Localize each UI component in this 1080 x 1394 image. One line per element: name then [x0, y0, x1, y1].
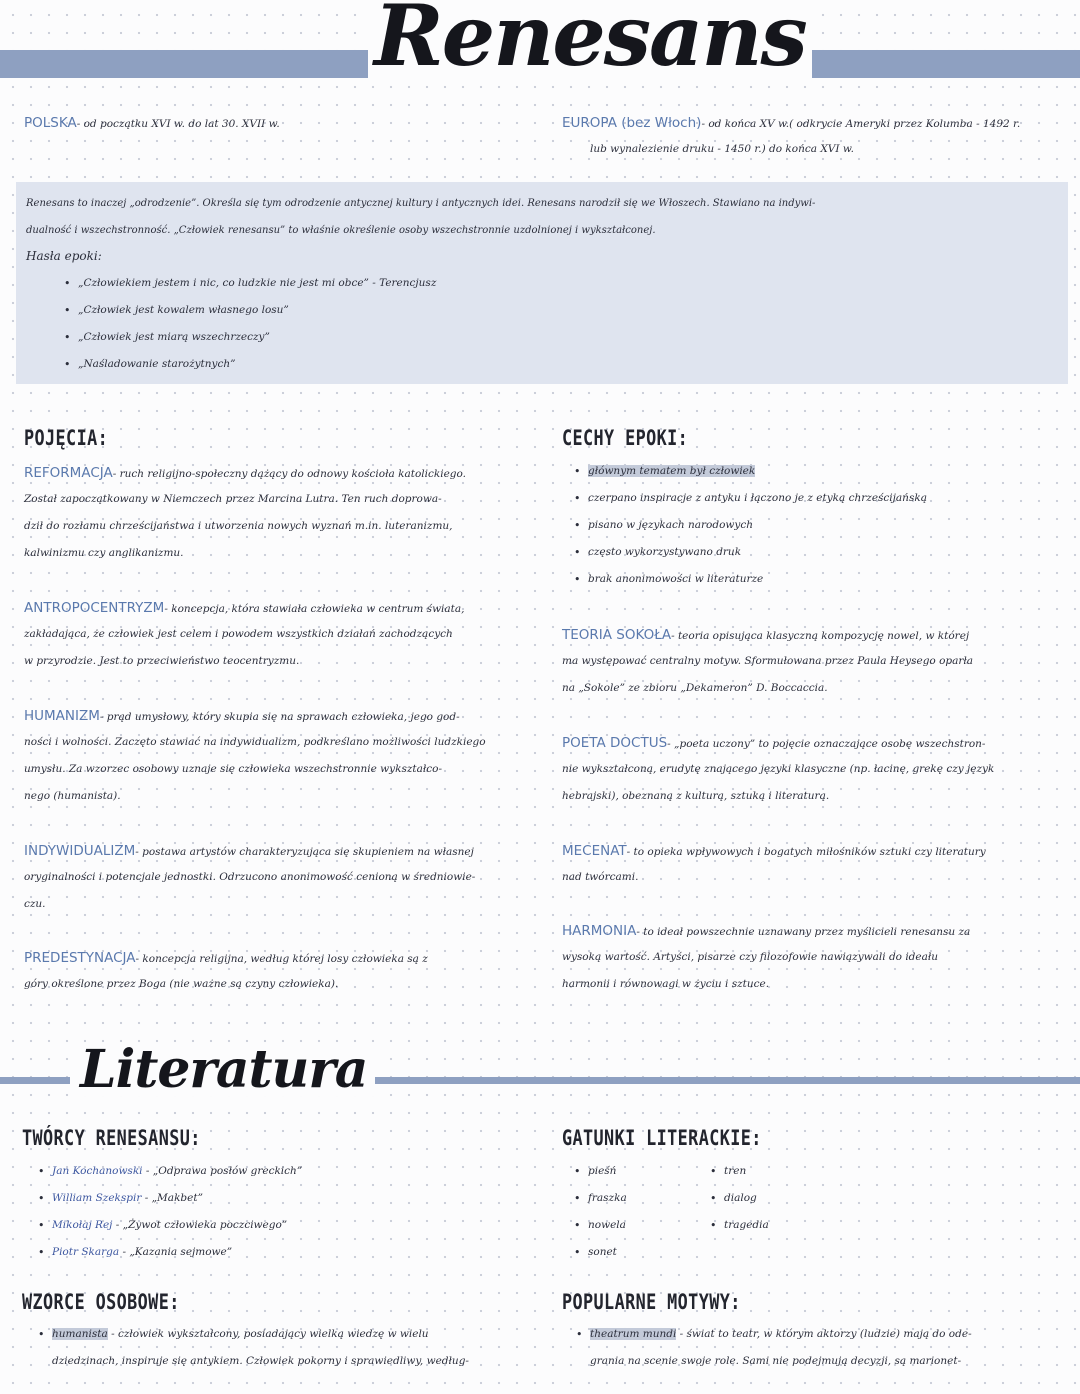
- tworca-item: [38, 1239, 302, 1266]
- indywidualizm-line-2: oryginalności i potencjale jednostki. Odrzucono anonimowość cenioną w średniowie-: [24, 871, 476, 883]
- predestynacja-line-2: góry określone przez Boga (nie ważne są czyny człowieka).: [24, 978, 339, 990]
- tworca-item: [38, 1212, 302, 1239]
- cechy-item: [574, 458, 927, 485]
- gatunek-item: • tren: [710, 1158, 769, 1185]
- predestynacja-label: PREDESTYNACJA: [24, 950, 136, 966]
- motywy-heading: POPULARNE MOTYWY:: [562, 1290, 741, 1314]
- literatura-band-right: [318, 1077, 1080, 1084]
- antropocentryzm-text: - koncepcja, która stawiała człowieka w centrum świata,: [164, 603, 465, 615]
- mecenat-text: - to opieka wpływowych i bogatych miłośników sztuki czy literatury: [626, 846, 986, 858]
- tworca-work: - „Żywot człowieka poczciwego”: [115, 1219, 288, 1231]
- gatunek-item: • dialog: [710, 1185, 769, 1212]
- indywidualizm-text: - postawa artystów charakteryzująca się skupieniem na własnej: [135, 846, 474, 858]
- teoria-text: - teoria opisująca klasyczną kompozycję nowel, w której: [671, 630, 970, 642]
- gatunki-col2: [710, 1158, 769, 1239]
- harmonia-line-2: wysoką wartość. Artyści, pisarze czy filozofowie nawiązywali do ideału: [562, 951, 939, 963]
- motyw-item: [576, 1321, 972, 1348]
- cechy-heading: CECHY EPOKI:: [562, 426, 689, 450]
- tworca-name: Mikołaj Rej: [52, 1219, 113, 1231]
- haslo-item: • „Naśladowanie starożytnych”: [64, 351, 436, 378]
- predestynacja-line-1: [24, 943, 428, 973]
- humanizm-line-1: [24, 701, 460, 731]
- teoria-line-2: ma występować centralny motyw. Sformułowana przez Paula Heysego oparła: [562, 655, 974, 667]
- gatunek-item: • tragedia: [710, 1212, 769, 1239]
- tworca-work: - „Makbet”: [144, 1192, 203, 1204]
- gatunek-item: • fraszka: [574, 1185, 627, 1212]
- antropocentryzm-line-3: w przyrodzie. Jest to przeciwieństwo teocentryzmu.: [24, 655, 300, 667]
- wzorzec-text: - człowiek wykształcony, posiadający wielką wiedzę w wielu: [111, 1328, 429, 1340]
- europa-text-1: - od końca XV w.( odkrycie Ameryki przez Kolumba - 1492 r.: [701, 118, 1021, 130]
- reformacja-line-4: kalwinizmu czy anglikanizmu.: [24, 547, 184, 559]
- tworca-name: Jan Kochanowski: [52, 1165, 143, 1177]
- timeline-europa: [562, 108, 1020, 138]
- antropocentryzm-line-1: [24, 593, 465, 623]
- cechy-item: • czerpano inspiracje z antyku i łączono je z etyką chrześcijańską: [574, 485, 927, 512]
- timeline-polska: [24, 108, 280, 138]
- predestynacja-text: - koncepcja religijna, według której losy człowieka są z: [135, 953, 428, 965]
- gatunek-item: • nowela: [574, 1212, 627, 1239]
- harmonia-label: HARMONIA: [562, 923, 637, 939]
- motywy-list: [576, 1321, 972, 1348]
- hasla-list: [64, 270, 436, 378]
- intro-line-2: dualność i wszechstronność. „Człowiek renesansu” to właśnie określenie osoby wszechstronnie uzdolnionej i wykształconej.: [26, 225, 656, 236]
- harmonia-line-1: [562, 916, 970, 946]
- antropocentryzm-label: ANTROPOCENTRYZM: [24, 600, 165, 616]
- tworca-name: Piotr Skarga: [52, 1246, 120, 1258]
- haslo-item: • „Człowiekiem jestem i nic, co ludzkie nie jest mi obce” - Terencjusz: [64, 270, 436, 297]
- poeta-line-3: hebrajski), obeznaną z kulturą, sztuką i literaturą.: [562, 790, 830, 802]
- wzorzec-term: humanista: [52, 1328, 108, 1340]
- reformacja-text: - ruch religijno-społeczny dążący do odnowy kościoła katolickiego.: [112, 468, 467, 480]
- tworca-name: William Szekspir: [52, 1192, 142, 1204]
- wzorce-list: [38, 1321, 429, 1348]
- tworcy-heading: TWÓRCY RENESANSU:: [22, 1126, 201, 1150]
- teoria-label: TEORIA SOKOŁA: [562, 627, 672, 643]
- motyw-text: - świat to teatr, w którym aktorzy (ludzie) mają do ode-: [679, 1328, 972, 1340]
- gatunki-heading: GATUNKI LITERACKIE:: [562, 1126, 762, 1150]
- humanizm-text: - prąd umysłowy, który skupia się na sprawach człowieka, jego god-: [99, 711, 460, 723]
- indywidualizm-line-1: [24, 836, 474, 866]
- wzorce-line-2: dziedzinach, inspiruje się antykiem. Człowiek pokorny i sprawiedliwy, według-: [52, 1355, 469, 1367]
- reformacja-line-3: dził do rozłamu chrześcijaństwa i utworzenia nowych wyznań m.in. luteranizmu,: [24, 520, 453, 532]
- polska-label: POLSKA: [24, 115, 77, 131]
- page-title: Renesans: [368, 0, 812, 78]
- poeta-text: - „poeta uczony” to pojęcie oznaczające osobę wszechstron-: [667, 738, 986, 750]
- wzorzec-item: [38, 1321, 429, 1348]
- cechy-item: • często wykorzystywano druk: [574, 539, 927, 566]
- gatunki-col1: [574, 1158, 627, 1266]
- teoria-line-1: [562, 620, 969, 650]
- humanizm-line-3: umysłu. Za wzorzec osobowy uznaje się człowieka wszechstronnie wykształco-: [24, 763, 442, 775]
- haslo-label: Hasła epoki:: [26, 249, 102, 263]
- humanizm-line-2: ności i wolności. Zaczęto stawiać na indywidualizm, podkreślano możliwości ludzkiego: [24, 736, 486, 748]
- humanizm-line-4: nego (humanista).: [24, 790, 121, 802]
- cechy-item: • brak anonimowości w literaturze: [574, 566, 927, 593]
- teoria-line-3: na „Sokole” ze zbioru „Dekameron” D. Boccaccia.: [562, 682, 828, 694]
- wzorce-heading: WZORCE OSOBOWE:: [22, 1290, 180, 1314]
- humanizm-label: HUMANIZM: [24, 708, 100, 724]
- haslo-item: • „Człowiek jest miarą wszechrzeczy”: [64, 324, 436, 351]
- harmonia-line-3: harmonii i równowagi w życiu i sztuce.: [562, 978, 770, 990]
- europa-text-2: lub wynalezienie druku - 1450 r.) do końca XVI w.: [590, 143, 854, 155]
- poeta-label: POETA DOCTUS: [562, 735, 668, 751]
- mecenat-label: MECENAT: [562, 843, 627, 859]
- reformacja-label: REFORMACJA: [24, 465, 113, 481]
- mecenat-line-1: [562, 836, 986, 866]
- mecenat-line-2: nad twórcami.: [562, 871, 639, 883]
- literatura-band-left: [0, 1077, 70, 1084]
- tworca-work: - „Kazania sejmowe”: [122, 1246, 233, 1258]
- gatunek-item: • pieśń: [574, 1158, 627, 1185]
- europa-label: EUROPA (bez Włoch): [562, 115, 702, 131]
- harmonia-text: - to ideał powszechnie uznawany przez myślicieli renesansu za: [636, 926, 971, 938]
- motyw-term: theatrum mundi: [590, 1328, 677, 1340]
- poeta-line-1: [562, 728, 985, 758]
- pojecia-heading: POJĘCIA:: [24, 426, 109, 450]
- tworca-item: [38, 1185, 302, 1212]
- gatunek-item: • sonet: [574, 1239, 627, 1266]
- motywy-line-2: grania na scenie swoje role. Sami nie podejmują decyzji, są marionet-: [590, 1355, 962, 1367]
- poeta-line-2: nie wykształconą, erudytę znającego języki klasyczne (np. łacinę, grekę czy język: [562, 763, 995, 775]
- cechy-item: • pisano w językach narodowych: [574, 512, 927, 539]
- reformacja-line-1: [24, 458, 466, 488]
- antropocentryzm-line-2: zakładająca, że człowiek jest celem i powodem wszystkich działań zachodzących: [24, 628, 453, 640]
- intro-line-1: Renesans to inaczej „odrodzenie”. Określa się tym odrodzenie antycznej kultury i antycznych idei. Renesans narodził się we Włoszech. Stawiano na indywi-: [26, 198, 816, 209]
- haslo-item: • „Człowiek jest kowalem własnego losu”: [64, 297, 436, 324]
- indywidualizm-line-3: czu.: [24, 898, 46, 910]
- tworca-work: - „Odprawa posłów greckich”: [145, 1165, 303, 1177]
- tworcy-list: [38, 1158, 302, 1266]
- reformacja-line-2: Został zapoczątkowany w Niemczech przez Marcina Lutra. Ten ruch doprowa-: [24, 493, 442, 505]
- polska-text: - od początku XVI w. do lat 30. XVII w.: [76, 118, 280, 130]
- tworca-item: [38, 1158, 302, 1185]
- indywidualizm-label: INDYWIDUALIZM: [24, 843, 136, 859]
- cechy-list: [574, 458, 927, 593]
- literatura-title: Literatura: [72, 1044, 375, 1096]
- cechy-item-text: głównym tematem był człowiek: [588, 465, 756, 477]
